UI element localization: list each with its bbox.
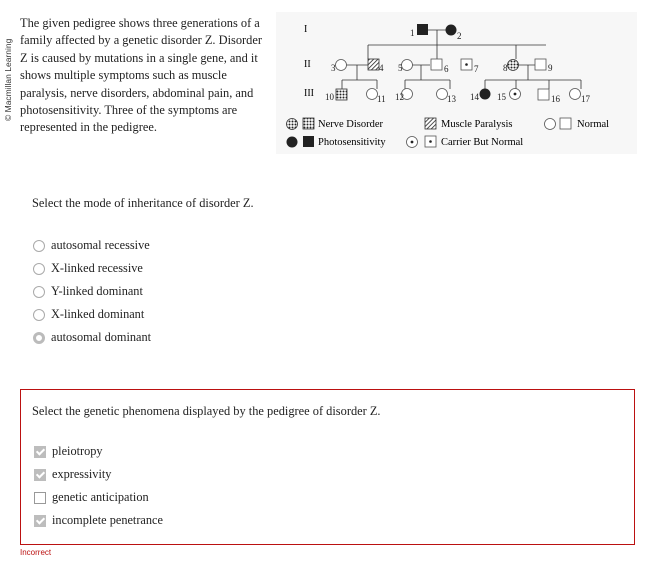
radio-option[interactable] <box>33 234 151 257</box>
individual-number: 8 <box>503 63 508 73</box>
radio-button[interactable] <box>33 286 45 298</box>
legend-normal: Normal <box>577 119 610 130</box>
individual-13 <box>437 89 448 100</box>
individual-number: 12 <box>395 92 404 102</box>
individual-number: 7 <box>474 64 479 74</box>
question2-prompt: Select the genetic phenomena displayed by the pedigree of disorder Z. <box>32 404 381 418</box>
individual-number: 11 <box>377 94 386 104</box>
question2-panel <box>20 389 635 545</box>
individual-17 <box>570 89 581 100</box>
individual-9 <box>535 59 546 70</box>
pedigree-chart <box>276 12 637 154</box>
feedback-incorrect: Incorrect <box>20 548 52 557</box>
individual-16 <box>538 89 549 100</box>
checkbox-label[interactable]: incomplete penetrance <box>52 513 163 527</box>
checkbox-checked[interactable] <box>34 469 46 481</box>
checkbox-option[interactable] <box>34 486 163 509</box>
phenomena-options <box>34 440 163 532</box>
radio-label[interactable]: autosomal recessive <box>51 238 150 252</box>
radio-option[interactable] <box>33 280 151 303</box>
individual-5 <box>402 60 413 71</box>
checkbox-option[interactable] <box>34 509 163 532</box>
individual-number: 3 <box>331 63 336 73</box>
radio-button[interactable] <box>33 240 45 252</box>
generation-label: II <box>304 59 311 70</box>
individual-number: 9 <box>548 63 553 73</box>
checkbox-label[interactable]: expressivity <box>52 467 112 481</box>
legend-photosensitivity: Photosensitivity <box>318 137 386 148</box>
individual-4 <box>368 59 379 70</box>
individual-number: 13 <box>447 94 456 104</box>
individual-number: 14 <box>470 92 479 102</box>
radio-option[interactable] <box>33 303 151 326</box>
pedigree-figure <box>276 12 637 154</box>
individual-number: 5 <box>398 63 403 73</box>
individual-1 <box>417 24 428 35</box>
copyright-notice <box>2 20 14 120</box>
checkbox-option[interactable] <box>34 463 163 486</box>
individual-10 <box>336 89 347 100</box>
legend-nerve-disorder: Nerve Disorder <box>318 119 384 130</box>
individual-number: 4 <box>379 63 384 73</box>
individual-11 <box>367 89 378 100</box>
checkbox[interactable] <box>34 492 46 504</box>
radio-label[interactable]: Y-linked dominant <box>51 284 143 298</box>
individual-6 <box>431 59 442 70</box>
checkbox-label[interactable]: pleiotropy <box>52 444 103 458</box>
individual-number: 6 <box>444 64 449 74</box>
radio-label[interactable]: autosomal dominant <box>51 330 152 344</box>
copyright-text: © Macmillan Learning <box>3 38 13 121</box>
radio-label[interactable]: X-linked recessive <box>51 261 143 275</box>
generation-label: I <box>304 24 308 35</box>
individual-3 <box>336 60 347 71</box>
individual-number: 16 <box>551 94 560 104</box>
checkbox-option[interactable] <box>34 440 163 463</box>
intro-paragraph: The given pedigree shows three generations of a family affected by a genetic disorder Z. Disorder Z is caused by mutations in a single gene, and it shows multiple symptoms such as muscle paralysis, nerve disorders, abdominal pain, and photosensitivity. Three of the symptoms are represented in the pedigree. <box>20 16 262 135</box>
question1-prompt: Select the mode of inheritance of disorder Z. <box>32 196 254 210</box>
radio-option[interactable] <box>33 326 151 349</box>
legend-carrier: Carrier But Normal <box>441 137 524 148</box>
checkbox-checked[interactable] <box>34 515 46 527</box>
individual-number: 1 <box>410 28 415 38</box>
individual-8 <box>508 60 519 71</box>
individual-number: 17 <box>581 94 590 104</box>
individual-2 <box>446 25 457 36</box>
checkbox-checked[interactable] <box>34 446 46 458</box>
checkbox-label[interactable]: genetic anticipation <box>52 490 149 504</box>
radio-button[interactable] <box>33 309 45 321</box>
radio-button[interactable] <box>33 263 45 275</box>
legend-muscle-paralysis: Muscle Paralysis <box>441 119 513 130</box>
radio-button-selected[interactable] <box>33 332 45 344</box>
individual-number: 2 <box>457 31 462 41</box>
individual-number: 15 <box>497 92 506 102</box>
individual-14 <box>480 89 491 100</box>
radio-option[interactable] <box>33 257 151 280</box>
generation-label: III <box>304 88 314 99</box>
inheritance-options <box>33 234 151 349</box>
radio-label[interactable]: X-linked dominant <box>51 307 145 321</box>
individual-number: 10 <box>325 92 334 102</box>
